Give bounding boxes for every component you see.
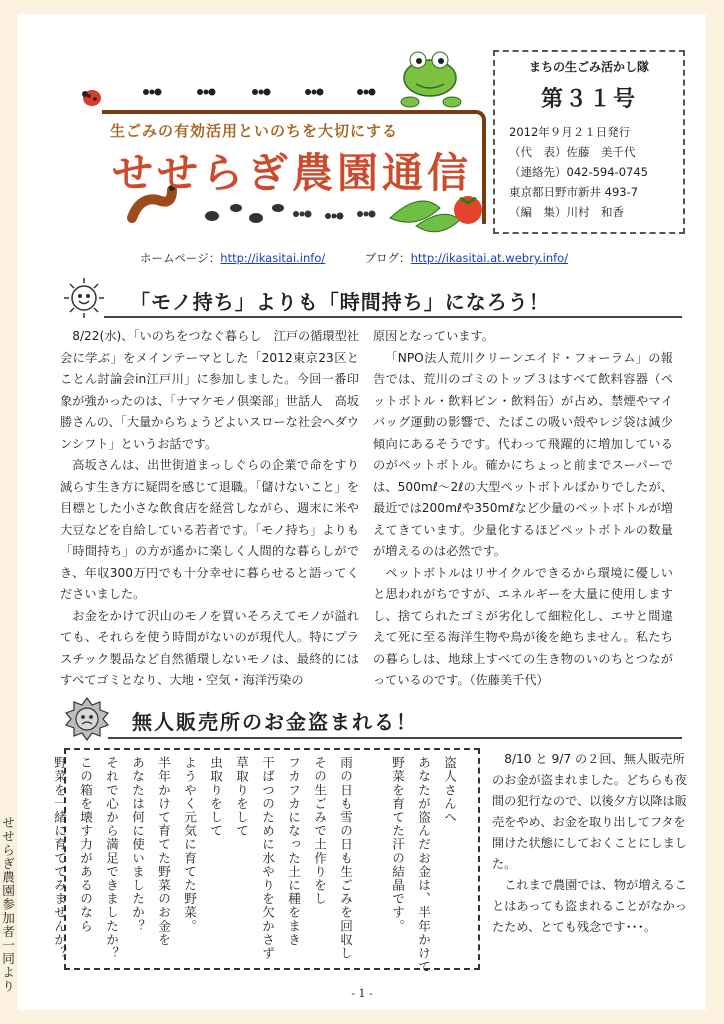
article1-paragraph: 原因となっています。 [373, 329, 494, 343]
letter-line: 盗人さんへ [442, 756, 457, 824]
frog-icon [401, 52, 461, 107]
article1-paragraph: 8/22(水)、「いのちをつなぐ暮らし 江戸の循環型社会に学ぶ」をメインテーマとした「2012東京23区とことん討論会in江戸川」に参加しました。今回一番印象が強かったのは、「ナマケモノ倶楽部」世話人 高坂勝さんの、「大量からちょうどよいスローな社会へダウンシフト」というお話です。 [60, 329, 359, 451]
article1-paragraph: お金をかけて沢山のモノを買いそろえてモノが溢れても、それらを使う時間がないのが現代人。特にプラスチック製品など自然循環しないモノは、最終的にはすべてゴミとなり、大地・空気・海洋汚染の [60, 608, 359, 687]
letter-line: それで心から満足できましたか？ [104, 756, 119, 960]
letter-line: フカフカになった土に種をまき [286, 756, 301, 947]
masthead-title: せせらぎ農園通信 [112, 149, 472, 197]
issue-date: 2012年９月２１日発行 [509, 125, 631, 139]
letter-line: あなたが盗んだお金は、半年かけて [416, 756, 431, 974]
letter-line: ようやく元気に育てた野菜。 [182, 756, 197, 933]
article1-paragraph: 「NPO法人荒川クリーンエイド・フォーラム」の報告では、荒川のゴミのトップ３はすべて飲料容器（ペットボトル・飲料ビン・飲料缶）が占め、禁煙やマイバッグ運動の影響で、たばこの吸い殻やレジ袋は減少傾向にあるそうです。代わって飛躍的に増加しているのがペットボトル。確かにちょっと前までスーパーでは、500mℓ～2ℓの大型ペットボトルばかりでしたが、最近では200mℓや350mℓなど少量のペットボトルが増えてきています。少量化するほどペットボトルの数量が増えるのは必然です。 [373, 350, 673, 558]
article2-paragraph: 8/10 と 9/7 の２回、無人販売所のお金が盗まれました。どちらも夜間の犯行なので、以後夕方以降は販売をやめ、お金を取り出してフタを開けた状態にしておくことにしました。 [492, 752, 687, 871]
letter-line: 野菜を一緒に育ててみませんか？ [52, 756, 67, 960]
article2-heading-rule [108, 737, 682, 739]
issue-representative: （代 表）佐藤 美千代 [509, 145, 636, 159]
article2-side-text [492, 749, 688, 938]
homepage-link[interactable]: http://ikasitai.info/ [220, 251, 326, 265]
article1-column-left [60, 326, 359, 692]
letter-line: その生ごみで土作りをし [312, 756, 327, 906]
sun-face-icon [62, 276, 106, 320]
issue-address: 東京都日野市新井 493-7 [509, 185, 639, 199]
ladybug-icon [82, 90, 101, 106]
links-line [140, 250, 568, 266]
letter-to-thief [0, 756, 462, 993]
letter-line: 草取りをして [234, 756, 249, 838]
letter-line: 野菜を育てた汗の結晶です。 [390, 756, 405, 933]
sad-sun-face-icon [64, 696, 110, 742]
issue-organization: まちの生ごみ活かし隊 [528, 60, 649, 74]
article1-heading-rule [104, 316, 682, 318]
letter-line: 雨の日も雪の日も生ごみを回収し [338, 756, 353, 960]
article1-paragraph: 高坂さんは、出世街道まっしぐらの企業で命をすり減らす生き方に疑問を感じて退職。「儲けないこと」を目標とした小さな飲食店を経営しながら、週末に米や大豆などを自給している若者です。「モノ持ち」よりも「時間持ち」の方が遙かに楽しく人間的な暮らしができ、年収300万円でも十分幸せに暮らせると語ってくださいました。 [60, 458, 359, 601]
page-number: - 1 - [351, 987, 373, 1000]
letter-line: 干ばつのために水やりを欠かさず [260, 756, 275, 960]
article2-paragraph: これまで農園では、物が増えることはあっても盗まれることがなかったため、とても残念です･･･。 [492, 878, 687, 934]
article1-paragraph: ペットボトルはリサイクルできるから環境に優しいと思われがちですが、エネルギーを大量に使用しますし、捨てられたゴミが劣化して細粒化し、エサと間違えて死に至る海洋生物や鳥が後を絶ちません。私たちの暮らしは、地球上すべての生き物のいのちとつながっているのです。（佐藤美千代） [373, 565, 673, 687]
letter-line: あなたは何に使いましたか？ [130, 756, 145, 933]
blog-label: ブログ： [364, 251, 411, 265]
issue-number: 第３１号 [540, 87, 637, 112]
homepage-label: ホームページ： [140, 251, 221, 265]
letter-line: 半年かけて育てた野菜のお金を [156, 756, 171, 947]
letter-signature: せせらぎ農園参加者一同より [0, 816, 15, 993]
article1-heading: 「モノ持ち」よりも「時間持ち」になろう！ [130, 290, 550, 314]
article2-heading: 無人販売所のお金盗まれる！ [132, 710, 418, 734]
ants-icon [143, 89, 376, 96]
issue-info-box [493, 50, 685, 234]
article1-column-right [373, 326, 673, 692]
letter-line: この箱を壊す力があるのなら [78, 756, 93, 933]
letter-line: 虫取りをして [208, 756, 223, 838]
issue-contact: （連絡先）042-594-0745 [509, 165, 648, 179]
blog-link[interactable]: http://ikasitai.at.webry.info/ [410, 251, 569, 265]
issue-editor: （編 集）川村 和香 [509, 205, 624, 219]
masthead-subtitle: 生ごみの有効活用といのちを大切にする [110, 122, 399, 140]
